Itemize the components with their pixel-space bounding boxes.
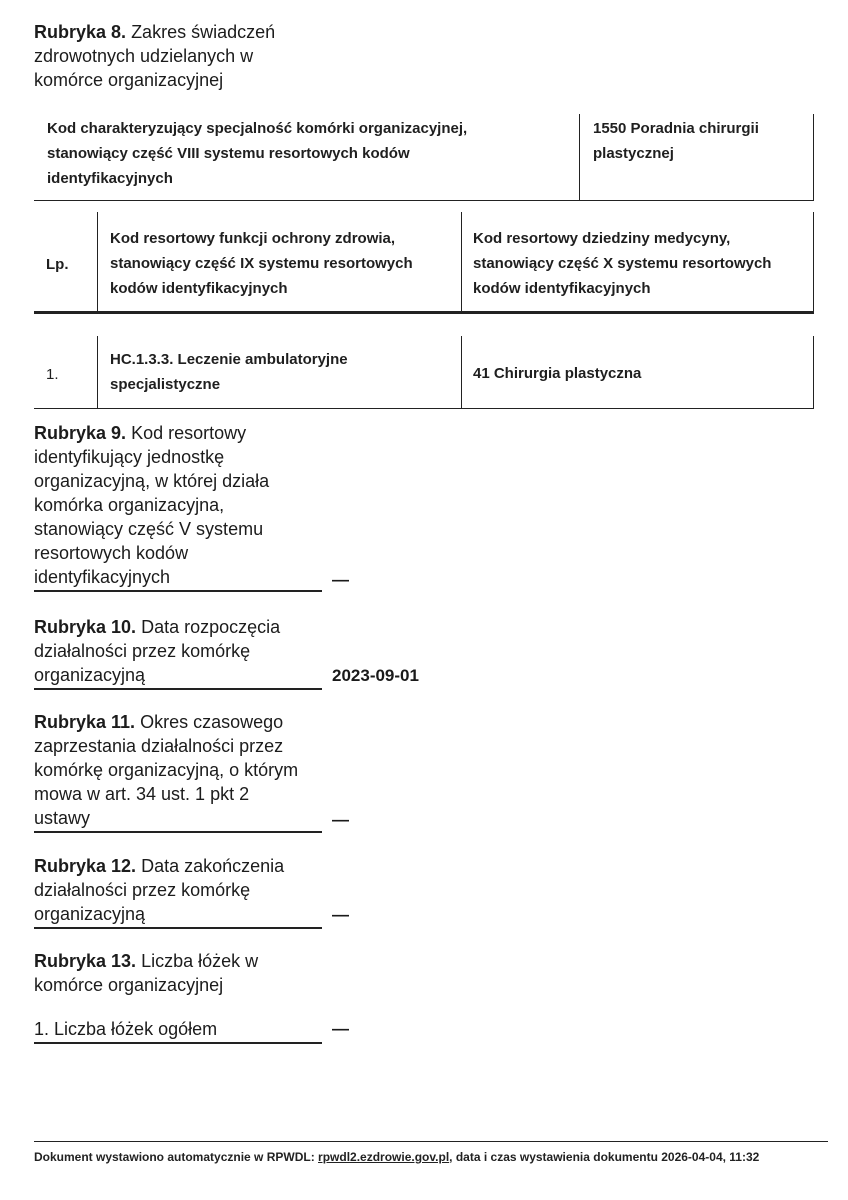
row-function-code bbox=[110, 347, 455, 397]
rubryka-10-label bbox=[34, 615, 322, 690]
table-divider bbox=[97, 336, 98, 408]
rubryka-12-value: — bbox=[332, 905, 349, 924]
header-line: Kod resortowy funkcji ochrony zdrowia, bbox=[110, 230, 396, 247]
label-text: Kod resortowy bbox=[131, 423, 247, 443]
cell-line: specjalistyczne bbox=[110, 376, 221, 393]
label-line: stanowiący część VIII systemu resortowych kodów bbox=[47, 145, 410, 162]
label-text: organizacyjną, w której działa bbox=[34, 471, 270, 491]
label-text: ustawy bbox=[34, 808, 91, 828]
label-text: Okres czasowego bbox=[140, 712, 284, 732]
rubryka-9-label bbox=[34, 421, 322, 592]
label-text: organizacyjną bbox=[34, 904, 146, 924]
label-text: komórkę organizacyjną, o którym bbox=[34, 760, 299, 780]
table-divider bbox=[813, 212, 814, 312]
value-line: plastycznej bbox=[593, 145, 674, 162]
label-text: mowa w art. 34 ust. 1 pkt 2 bbox=[34, 784, 250, 804]
row-lp: 1. bbox=[46, 366, 59, 383]
heading-text: Liczba łóżek w bbox=[141, 951, 259, 971]
label-line: Kod charakteryzujący specjalność komórki organizacyjnej, bbox=[47, 120, 468, 137]
rubryka-number: Rubryka 8. bbox=[34, 22, 127, 42]
table-divider bbox=[97, 212, 98, 312]
label-text: komórka organizacyjna, bbox=[34, 495, 225, 515]
footer bbox=[34, 1150, 759, 1164]
label-text: 1. Liczba łóżek ogółem bbox=[34, 1019, 218, 1039]
label-text: identyfikacyjnych bbox=[34, 567, 171, 587]
label-text: resortowych kodów bbox=[34, 543, 189, 563]
header-line: stanowiący część IX systemu resortowych bbox=[110, 255, 413, 272]
header-line: kodów identyfikacyjnych bbox=[110, 280, 288, 297]
rubryka-number: Rubryka 11. bbox=[34, 712, 136, 732]
bed-count-label bbox=[34, 1017, 322, 1044]
table-divider bbox=[813, 114, 814, 200]
unit-code-label bbox=[47, 116, 572, 191]
rubryka-number: Rubryka 12. bbox=[34, 856, 137, 876]
label-text: identyfikujący jednostkę bbox=[34, 447, 225, 467]
header-line: stanowiący część X systemu resortowych bbox=[473, 255, 772, 272]
value-line: 1550 Poradnia chirurgii bbox=[593, 120, 759, 137]
header-bottom-border bbox=[34, 311, 814, 314]
label-text: stanowiący część V systemu bbox=[34, 519, 264, 539]
label-text: Data rozpoczęcia bbox=[141, 617, 281, 637]
heading-text: komórce organizacyjnej bbox=[34, 975, 224, 995]
footer-suffix: , data i czas wystawienia dokumentu 2026-04-04, 11:32 bbox=[449, 1150, 760, 1164]
header-line: Kod resortowy dziedziny medycyny, bbox=[473, 230, 731, 247]
header-line: kodów identyfikacyjnych bbox=[473, 280, 651, 297]
heading-text: komórce organizacyjnej bbox=[34, 70, 224, 90]
heading-text: zdrowotnych udzielanych w bbox=[34, 46, 254, 66]
label-text: Data zakończenia bbox=[141, 856, 285, 876]
label-text: organizacyjną bbox=[34, 665, 146, 685]
label-line: identyfikacyjnych bbox=[47, 170, 173, 187]
rubryka-11-label bbox=[34, 710, 322, 833]
rubryka-10-value: 2023-09-01 bbox=[332, 666, 419, 685]
row-medical-field: 41 Chirurgia plastyczna bbox=[473, 365, 642, 382]
rubryka-number: Rubryka 10. bbox=[34, 617, 137, 637]
label-text: działalności przez komórkę bbox=[34, 880, 251, 900]
rpwdl-link[interactable]: rpwdl2.ezdrowie.gov.pl bbox=[318, 1150, 450, 1164]
label-text: zaprzestania działalności przez bbox=[34, 736, 284, 756]
rubryka-11-value: — bbox=[332, 810, 349, 829]
rubryka-12-label bbox=[34, 854, 322, 929]
footer-prefix: Dokument wystawiono automatycznie w RPWDL: bbox=[34, 1150, 319, 1164]
footer-divider bbox=[34, 1141, 828, 1142]
table-bottom-border bbox=[34, 200, 814, 201]
unit-code-value bbox=[593, 116, 808, 166]
rubryka-number: Rubryka 13. bbox=[34, 951, 137, 971]
row-bottom-border bbox=[34, 408, 814, 409]
header-medical-field-code bbox=[473, 226, 808, 301]
rubryka-8-heading bbox=[34, 20, 275, 92]
rubryka-number: Rubryka 9. bbox=[34, 423, 127, 443]
header-lp: Lp. bbox=[46, 256, 69, 273]
bed-count-value: — bbox=[332, 1019, 349, 1038]
heading-text: Zakres świadczeń bbox=[131, 22, 276, 42]
cell-line: HC.1.3.3. Leczenie ambulatoryjne bbox=[110, 351, 348, 368]
table-divider bbox=[461, 336, 462, 408]
label-text: działalności przez komórkę bbox=[34, 641, 251, 661]
rubryka-9-value: — bbox=[332, 570, 349, 589]
table-divider bbox=[579, 114, 580, 200]
header-function-code bbox=[110, 226, 455, 301]
table-divider bbox=[813, 336, 814, 408]
rubryka-13-heading bbox=[34, 949, 258, 997]
table-divider bbox=[461, 212, 462, 312]
